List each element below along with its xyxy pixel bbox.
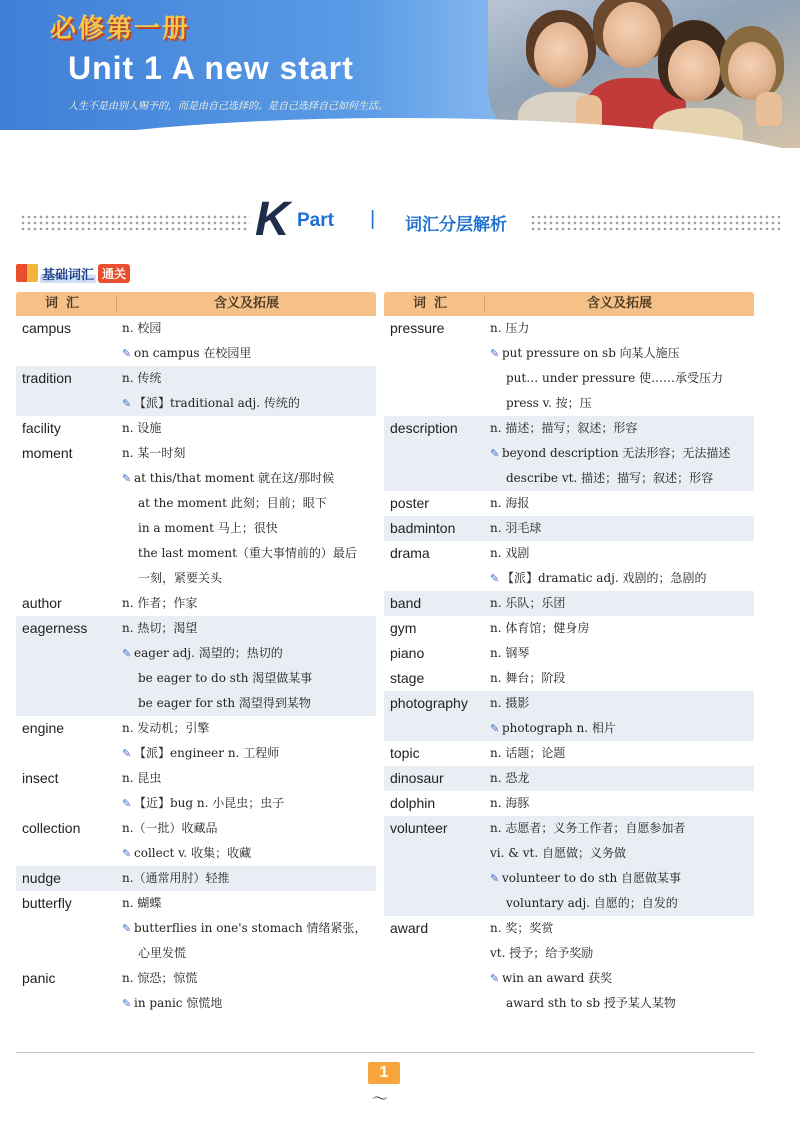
- definition-line: [122, 841, 376, 866]
- vocab-entry: [384, 541, 754, 591]
- definition-line: [122, 391, 376, 416]
- definition-text: n. 话题；论题: [490, 746, 566, 760]
- vocab-word: author: [22, 595, 62, 611]
- vocab-definitions: [484, 316, 754, 416]
- vocab-definitions: [116, 866, 376, 891]
- table-body: [16, 316, 376, 1016]
- definition-text: at this/that moment 就在这/那时候: [134, 471, 335, 485]
- definition-line: [122, 366, 376, 391]
- definition-text: butterflies in one's stomach 情绪紧张，: [134, 921, 367, 935]
- definition-line: [490, 366, 754, 391]
- definition-line: [490, 441, 754, 466]
- definition-line: [490, 716, 754, 741]
- pen-icon: ✎: [122, 397, 132, 410]
- definition-line: [122, 416, 376, 441]
- vocab-word: campus: [22, 320, 72, 336]
- definition-line: [490, 991, 754, 1016]
- vocab-definitions: [116, 766, 376, 816]
- vocab-definitions: [116, 416, 376, 441]
- definition-text: n. 设施: [122, 421, 162, 435]
- definition-text: in a moment 马上；很快: [138, 521, 278, 535]
- part-separator: |: [370, 208, 376, 230]
- vocab-word: volunteer: [390, 820, 448, 836]
- vocab-table-left: [16, 292, 376, 1016]
- pen-icon: ✎: [122, 997, 132, 1010]
- definition-line: [122, 541, 376, 566]
- vocab-entry: [384, 791, 754, 816]
- definition-text: n. 戏剧: [490, 546, 530, 560]
- definition-text: on campus 在校园里: [134, 346, 252, 360]
- part-letter: K: [255, 193, 290, 246]
- vocab-entry: [16, 366, 376, 416]
- definition-text: n. 摄影: [490, 696, 530, 710]
- definition-line: [490, 916, 754, 941]
- unit-title: Unit 1 A new start: [68, 50, 354, 86]
- section-label: [16, 262, 130, 284]
- vocab-word: photography: [390, 695, 468, 711]
- page-number: 1: [368, 1062, 400, 1084]
- definition-text: n. 海报: [490, 496, 530, 510]
- vocab-definitions: [484, 541, 754, 591]
- vocab-entry: [384, 916, 754, 1016]
- pen-icon: ✎: [122, 347, 132, 360]
- header-meaning: 含义及拓展: [586, 296, 652, 311]
- vocab-definitions: [484, 816, 754, 916]
- vocab-definitions: [116, 966, 376, 1016]
- definition-text: the last moment（重大事情前的）最后: [138, 546, 357, 560]
- definition-text: n. 惊恐；惊慌: [122, 971, 198, 985]
- definition-line: [490, 591, 754, 616]
- definition-text: n. 海豚: [490, 796, 530, 810]
- section-badge: 通关: [98, 264, 130, 283]
- vocab-word: band: [390, 595, 422, 611]
- definition-text: n. 羽毛球: [490, 521, 542, 535]
- definition-line: [490, 316, 754, 341]
- definition-line: [122, 966, 376, 991]
- section-title: 基础词汇: [40, 264, 96, 283]
- definition-line: [122, 991, 376, 1016]
- definition-text: collect v. 收集；收藏: [134, 846, 252, 860]
- definition-text: n. 志愿者；义务工作者；自愿参加者: [490, 821, 686, 835]
- definition-line: [490, 766, 754, 791]
- definition-line: [122, 641, 376, 666]
- dot-rule-left: [20, 214, 250, 230]
- vocab-word: dinosaur: [390, 770, 444, 786]
- definition-line: [490, 891, 754, 916]
- definition-line: [490, 466, 754, 491]
- vocab-definitions: [484, 741, 754, 766]
- definition-text: n. 体育馆；健身房: [490, 621, 590, 635]
- definition-text: n.（通常用肘）轻推: [122, 871, 230, 885]
- part-title: 词汇分层解析: [405, 215, 507, 235]
- vocab-entry: [16, 716, 376, 766]
- definition-line: [490, 391, 754, 416]
- vocab-entry: [384, 316, 754, 416]
- definition-text: in panic 惊慌地: [134, 996, 223, 1010]
- definition-text: n. 描述；描写；叙述；形容: [490, 421, 638, 435]
- vocab-definitions: [116, 816, 376, 866]
- vocab-definitions: [484, 416, 754, 491]
- vocab-entry: [384, 766, 754, 791]
- definition-text: n. 发动机；引擎: [122, 721, 210, 735]
- definition-text: press v. 按；压: [506, 396, 592, 410]
- definition-line: [122, 891, 376, 916]
- definition-text: n. 传统: [122, 371, 162, 385]
- definition-text: n. 舞台；阶段: [490, 671, 566, 685]
- definition-line: [122, 441, 376, 466]
- vocab-entry: [16, 891, 376, 966]
- vocab-word: description: [390, 420, 458, 436]
- bottom-rule: [16, 1052, 754, 1053]
- definition-line: [122, 691, 376, 716]
- definition-text: 【派】engineer n. 工程师: [134, 746, 280, 760]
- definition-text: put… under pressure 使……承受压力: [506, 371, 724, 385]
- definition-line: [490, 541, 754, 566]
- definition-line: [122, 716, 376, 741]
- vocab-entry: [384, 591, 754, 616]
- pen-icon: ✎: [122, 797, 132, 810]
- definition-line: [490, 491, 754, 516]
- vocab-definitions: [484, 691, 754, 741]
- vocab-entry: [384, 616, 754, 641]
- header-word: 词汇: [412, 296, 455, 311]
- definition-text: 【派】dramatic adj. 戏剧的；急剧的: [502, 571, 707, 585]
- vocab-word: panic: [22, 970, 56, 986]
- definition-line: [122, 616, 376, 641]
- pen-icon: ✎: [490, 722, 500, 735]
- table-body: [384, 316, 754, 1016]
- definition-line: [490, 666, 754, 691]
- pen-icon: ✎: [490, 347, 500, 360]
- vocab-word: facility: [22, 420, 61, 436]
- definition-line: [122, 491, 376, 516]
- definition-text: n. 压力: [490, 321, 530, 335]
- pen-icon: ✎: [490, 572, 500, 585]
- definition-text: photograph n. 相片: [502, 721, 616, 735]
- vocab-definitions: [116, 891, 376, 966]
- definition-text: vi. & vt. 自愿做；义务做: [490, 846, 626, 860]
- vocab-definitions: [116, 441, 376, 591]
- vocab-word: dolphin: [390, 795, 436, 811]
- definition-line: [490, 341, 754, 366]
- pen-icon: ✎: [490, 447, 500, 460]
- definition-text: n. 昆虫: [122, 771, 162, 785]
- vocab-word: butterfly: [22, 895, 72, 911]
- definition-line: [122, 666, 376, 691]
- definition-line: [490, 616, 754, 641]
- vocab-word: engine: [22, 720, 65, 736]
- vocab-definitions: [484, 791, 754, 816]
- pen-icon: ✎: [122, 647, 132, 660]
- vocab-definitions: [116, 316, 376, 366]
- definition-line: [122, 791, 376, 816]
- definition-text: n. 钢琴: [490, 646, 530, 660]
- vocab-word: drama: [390, 545, 430, 561]
- definition-text: 一刻，紧要关头: [138, 571, 223, 585]
- definition-text: eager adj. 渴望的；热切的: [134, 646, 283, 660]
- vocab-entry: [384, 741, 754, 766]
- book-icon: [16, 264, 38, 282]
- vocab-definitions: [116, 616, 376, 716]
- vocab-word: badminton: [390, 520, 456, 536]
- part-heading: [20, 193, 780, 248]
- definition-text: 【派】traditional adj. 传统的: [134, 396, 300, 410]
- vocab-entry: [16, 616, 376, 716]
- definition-text: n. 作者；作家: [122, 596, 198, 610]
- vocab-definitions: [484, 641, 754, 666]
- definition-text: n. 恐龙: [490, 771, 530, 785]
- definition-line: [490, 641, 754, 666]
- vocab-entry: [16, 816, 376, 866]
- definition-line: [122, 466, 376, 491]
- definition-line: [490, 516, 754, 541]
- vocab-entry: [384, 641, 754, 666]
- definition-text: put pressure on sb 向某人施压: [502, 346, 680, 360]
- vocab-definitions: [116, 591, 376, 616]
- definition-text: beyond description 无法形容；无法描述: [502, 446, 731, 460]
- definition-line: [490, 941, 754, 966]
- definition-line: [122, 341, 376, 366]
- definition-text: n. 热切；渴望: [122, 621, 198, 635]
- vocab-word: gym: [390, 620, 417, 636]
- vocab-definitions: [484, 516, 754, 541]
- vocab-entry: [16, 591, 376, 616]
- definition-text: be eager for sth 渴望得到某物: [138, 696, 311, 710]
- definition-text: award sth to sb 授予某人某物: [506, 996, 676, 1010]
- vocab-entry: [16, 966, 376, 1016]
- vocab-definitions: [484, 766, 754, 791]
- unit-quote: 人生不是由别人赐予的，而是由自己选择的。是自己选择自己如何生活。: [68, 101, 388, 112]
- vocab-entry: [16, 441, 376, 591]
- vocab-entry: [16, 766, 376, 816]
- definition-text: 心里发慌: [138, 946, 187, 960]
- vocab-word: poster: [390, 495, 429, 511]
- vocab-definitions: [484, 591, 754, 616]
- definition-text: at the moment 此刻；目前；眼下: [138, 496, 327, 510]
- vocab-definitions: [484, 616, 754, 641]
- unit-banner: [0, 0, 800, 160]
- vocab-word: piano: [390, 645, 425, 661]
- definition-text: voluntary adj. 自愿的；自发的: [506, 896, 678, 910]
- definition-line: [122, 866, 376, 891]
- definition-text: n. 乐队；乐团: [490, 596, 566, 610]
- vocab-entry: [16, 866, 376, 891]
- pen-icon: ✎: [122, 847, 132, 860]
- vocab-definitions: [484, 916, 754, 1016]
- definition-text: be eager to do sth 渴望做某事: [138, 671, 313, 685]
- definition-text: n. 某一时刻: [122, 446, 186, 460]
- definition-line: [490, 741, 754, 766]
- pen-icon: ✎: [122, 922, 132, 935]
- table-header: [384, 292, 754, 316]
- definition-line: [122, 766, 376, 791]
- header-meaning: 含义及拓展: [213, 296, 279, 311]
- pen-icon: ✎: [122, 747, 132, 760]
- vocab-definitions: [116, 716, 376, 766]
- definition-line: [490, 566, 754, 591]
- vocab-entry: [16, 316, 376, 366]
- vocab-word: topic: [390, 745, 420, 761]
- vocab-entry: [16, 416, 376, 441]
- definition-line: [122, 941, 376, 966]
- book-title: 必修第一册: [50, 14, 191, 44]
- definition-line: [490, 966, 754, 991]
- definition-text: win an award 获奖: [502, 971, 613, 985]
- vocab-table-right: [384, 292, 754, 1016]
- vocab-word: award: [390, 920, 429, 936]
- definition-text: n. 奖；奖赏: [490, 921, 554, 935]
- vocab-entry: [384, 666, 754, 691]
- definition-text: vt. 授予；给予奖励: [490, 946, 594, 960]
- definition-text: 【近】bug n. 小昆虫；虫子: [134, 796, 285, 810]
- definition-line: [490, 791, 754, 816]
- vocab-word: pressure: [390, 320, 445, 336]
- vocab-word: nudge: [22, 870, 61, 886]
- definition-line: [122, 591, 376, 616]
- vocab-word: insect: [22, 770, 59, 786]
- dot-rule-right: [530, 214, 780, 230]
- definition-line: [122, 741, 376, 766]
- pen-icon: ✎: [490, 972, 500, 985]
- definition-line: [490, 691, 754, 716]
- definition-line: [122, 916, 376, 941]
- definition-text: n. 蝴蝶: [122, 896, 162, 910]
- definition-text: describe vt. 描述；描写；叙述；形容: [506, 471, 714, 485]
- definition-line: [122, 316, 376, 341]
- part-label: Part: [297, 210, 334, 231]
- vocab-entry: [384, 516, 754, 541]
- pen-icon: ✎: [122, 472, 132, 485]
- definition-text: n. 校园: [122, 321, 162, 335]
- vocab-word: moment: [22, 445, 73, 461]
- definition-line: [490, 866, 754, 891]
- vocab-word: eagerness: [22, 620, 88, 636]
- vocab-word: tradition: [22, 370, 72, 386]
- table-header: [16, 292, 376, 316]
- pen-icon: ✎: [490, 872, 500, 885]
- vocab-entry: [384, 416, 754, 491]
- definition-text: n.（一批）收藏品: [122, 821, 218, 835]
- vocab-definitions: [116, 366, 376, 416]
- vocab-entry: [384, 491, 754, 516]
- definition-line: [490, 416, 754, 441]
- vocab-entry: [384, 816, 754, 916]
- vocab-word: stage: [390, 670, 425, 686]
- definition-line: [122, 516, 376, 541]
- vocab-entry: [384, 691, 754, 741]
- vocab-definitions: [484, 666, 754, 691]
- definition-line: [490, 816, 754, 841]
- header-word: 词汇: [44, 296, 87, 311]
- definition-line: [122, 816, 376, 841]
- bird-icon: 〜: [372, 1089, 389, 1108]
- definition-line: [122, 566, 376, 591]
- definition-text: volunteer to do sth 自愿做某事: [502, 871, 681, 885]
- vocab-definitions: [484, 491, 754, 516]
- vocab-word: collection: [22, 820, 81, 836]
- definition-line: [490, 841, 754, 866]
